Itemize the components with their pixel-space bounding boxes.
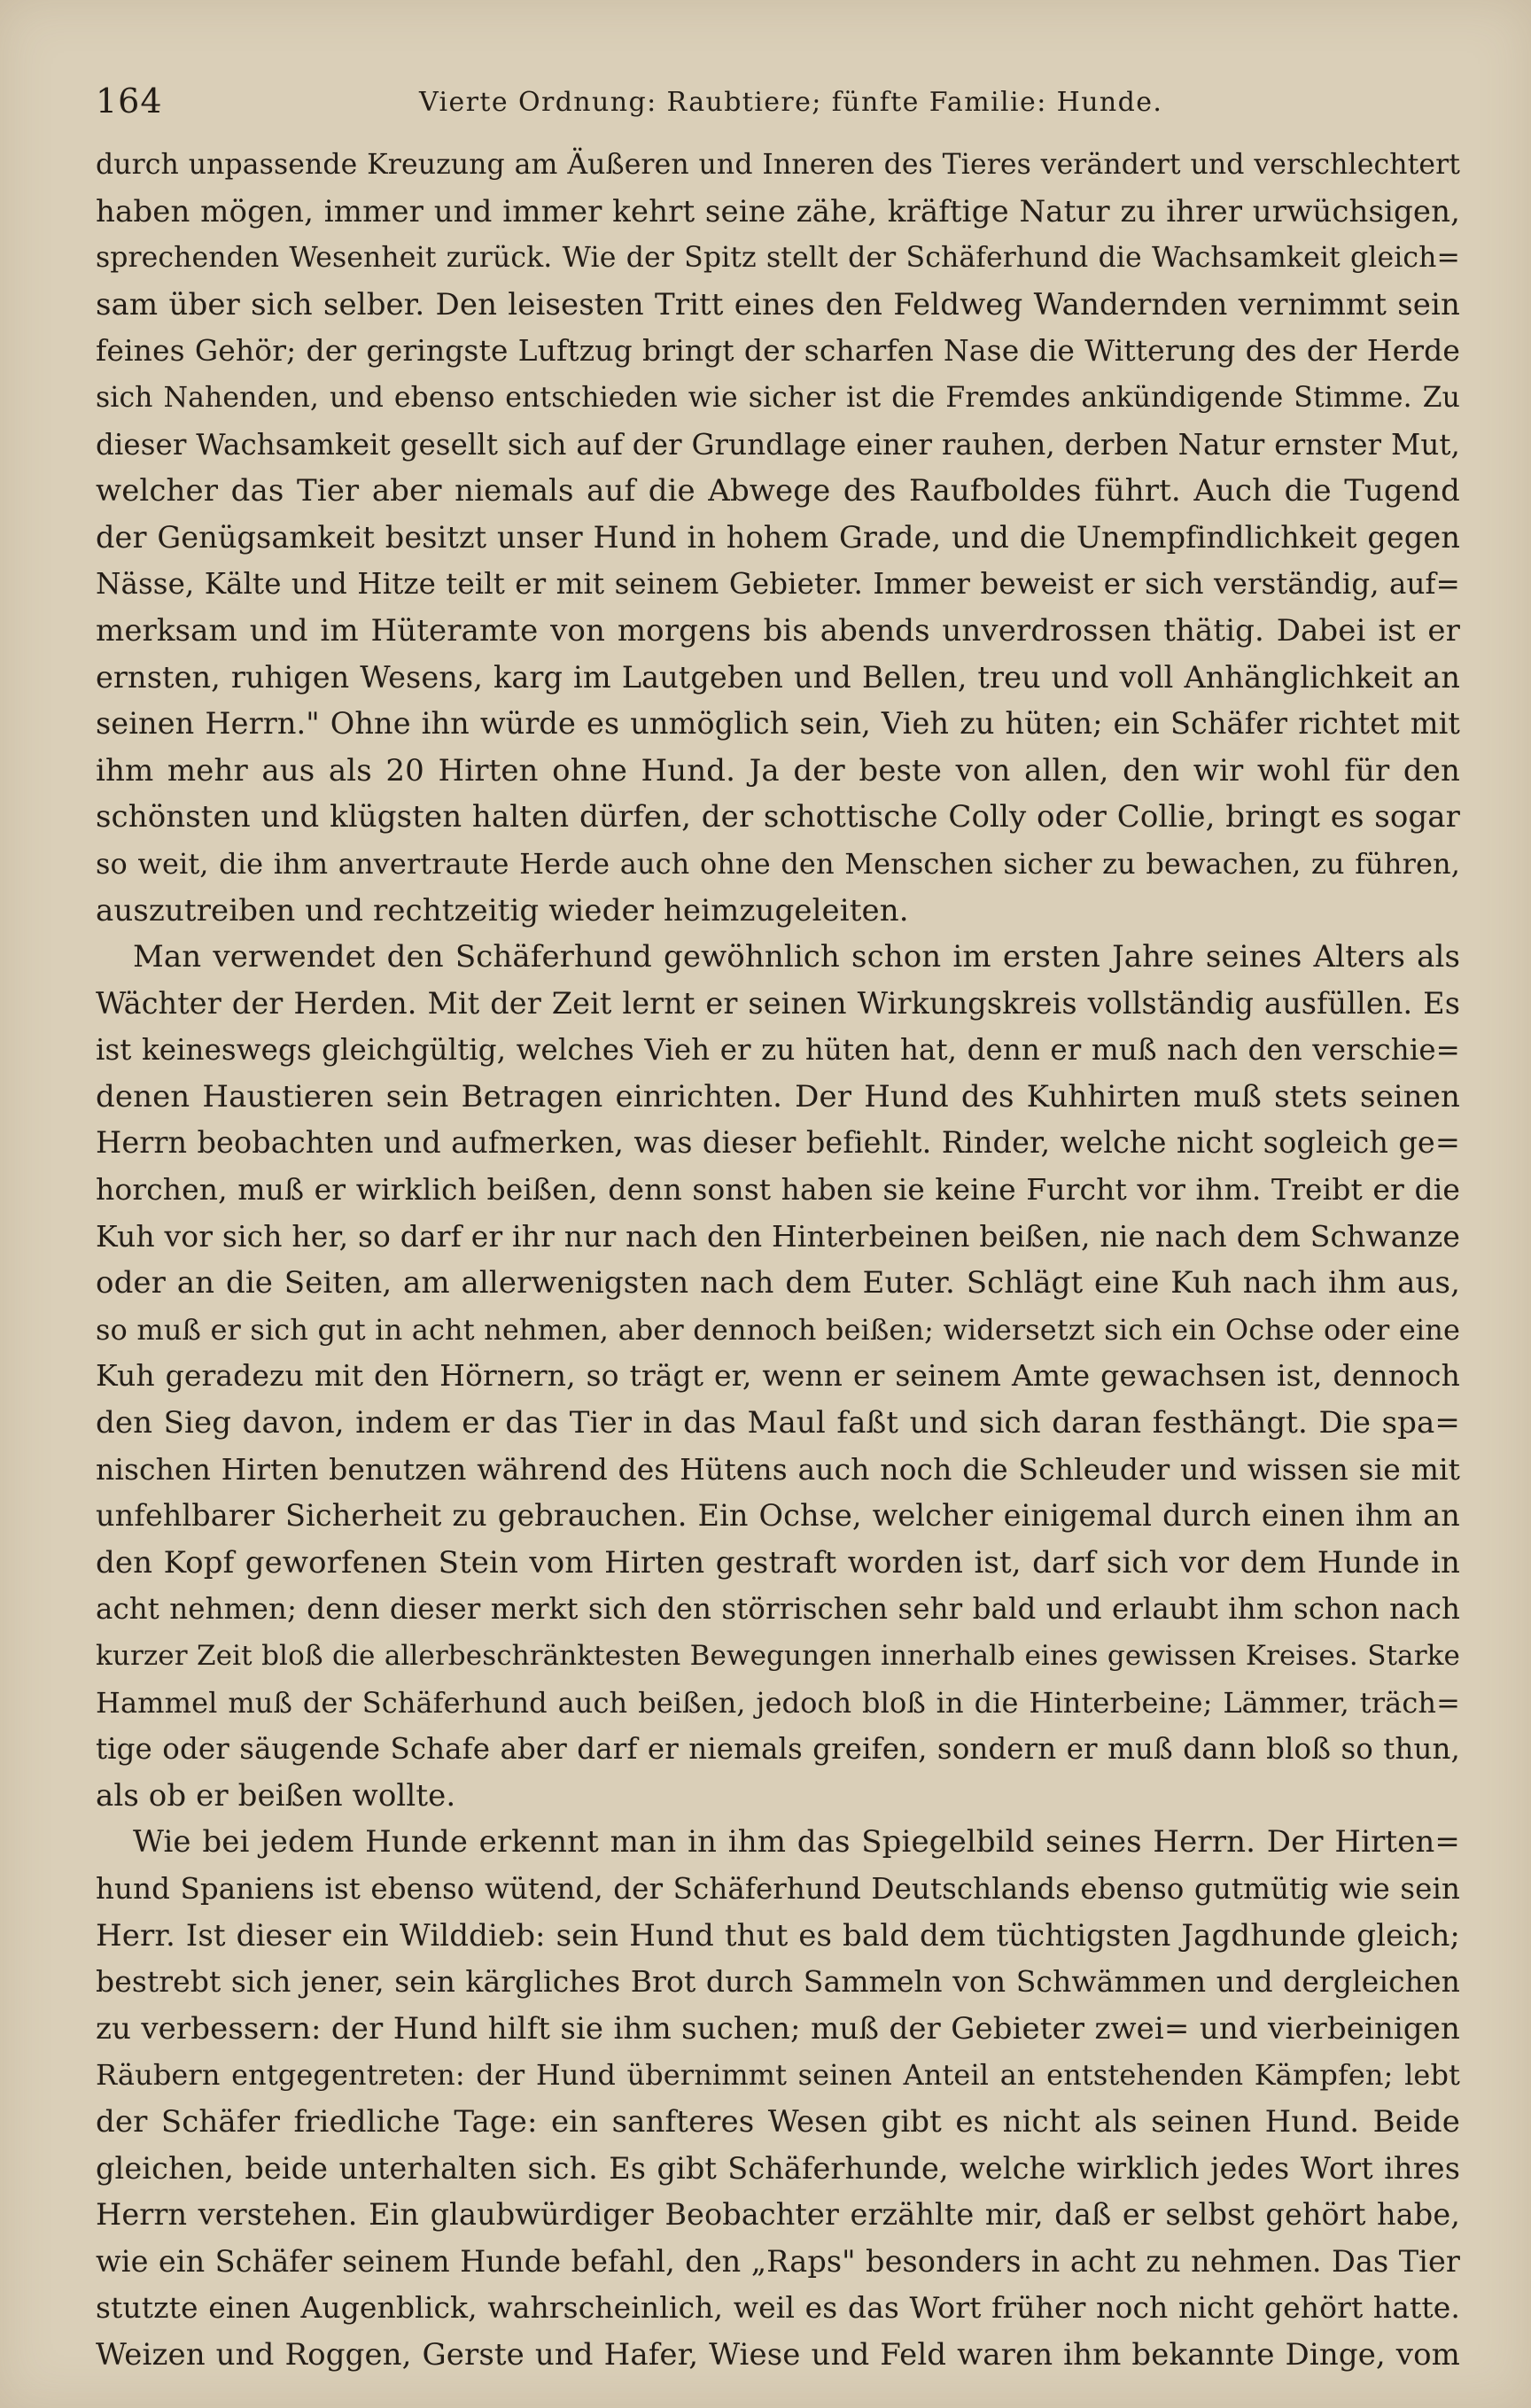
text-line: Räubern entgegentreten: der Hund übernimmt seinen Anteil an entstehenden Kämpfen; lebt bbox=[96, 2058, 1460, 2093]
text-line: Nässe, Kälte und Hitze teilt er mit seinem Gebieter. Immer beweist er sich verständig, auf= bbox=[96, 567, 1460, 602]
text-line: sich Nahenden, und ebenso entschieden wie sicher ist die Fremdes ankündigende Stimme. Zu bbox=[96, 381, 1460, 414]
text-line: ihm mehr aus als 20 Hirten ohne Hund. Ja der beste von allen, den wir wohl für den bbox=[96, 752, 1460, 788]
text-line: nischen Hirten benutzen während des Hütens auch noch die Schleuder und wissen sie mit bbox=[96, 1451, 1460, 1487]
text-line: sam über sich selber. Den leisesten Tritt eines den Feldweg Wandernden vernimmt sein bbox=[96, 286, 1460, 322]
text-line: der Genügsamkeit besitzt unser Hund in hohem Grade, und die Unempfindlichkeit gegen bbox=[96, 519, 1460, 555]
paragraph-2 bbox=[96, 934, 1460, 1819]
text-line: haben mögen, immer und immer kehrt seine zähe, kräftige Natur zu ihrer urwüchsigen, bbox=[96, 193, 1460, 229]
text-line: zu verbessern: der Hund hilft sie ihm suchen; muß der Gebieter zwei= und vierbeinigen bbox=[96, 2010, 1460, 2047]
text-line: ist keineswegs gleichgültig, welches Vieh er zu hüten hat, denn er muß nach den verschie= bbox=[96, 1033, 1460, 1068]
text-line: Kuh vor sich her, so darf er ihr nur nach den Hinterbeinen beißen, nie nach dem Schwanze bbox=[96, 1218, 1460, 1254]
text-line: Wie bei jedem Hunde erkennt man in ihm das Spiegelbild seines Herrn. Der Hirten= bbox=[133, 1824, 1460, 1860]
page-number: 164 bbox=[96, 82, 163, 120]
text-line: kurzer Zeit bloß die allerbeschränktesten Bewegungen innerhalb eines gewissen Kreises. Starke bbox=[96, 1640, 1460, 1672]
text-line: horchen, muß er wirklich beißen, denn sonst haben sie keine Furcht vor ihm. Treibt er die bbox=[96, 1172, 1460, 1208]
text-line: der Schäfer friedliche Tage: ein sanfteres Wesen gibt es nicht als seinen Hund. Beide bbox=[96, 2103, 1460, 2140]
text-line: dieser Wachsamkeit gesellt sich auf der Grundlage einer rauhen, derben Natur ernster Mut, bbox=[96, 427, 1460, 462]
text-line: so weit, die ihm anvertraute Herde auch ohne den Menschen sicher zu bewachen, zu führen, bbox=[96, 846, 1460, 881]
text-line: Weizen und Roggen, Gerste und Hafer, Wiese und Feld waren ihm bekannte Dinge, vom bbox=[96, 2336, 1460, 2373]
text-line: tige oder säugende Schafe aber darf er niemals greifen, sondern er muß dann bloß so thun, bbox=[96, 1732, 1460, 1767]
text-line: durch unpassende Kreuzung am Äußeren und Inneren des Tieres verändert und verschlechtert bbox=[96, 149, 1460, 181]
text-line: Wächter der Herden. Mit der Zeit lernt er seinen Wirkungskreis vollständig ausfüllen. Es bbox=[96, 985, 1460, 1021]
text-line: schönsten und klügsten halten dürfen, der schottische Colly oder Collie, bringt es sogar bbox=[96, 799, 1460, 835]
text-line: sprechenden Wesenheit zurück. Wie der Spitz stellt der Schäferhund die Wachsamkeit gleich= bbox=[96, 242, 1460, 275]
text-line: oder an die Seiten, am allerwenigsten nach dem Euter. Schlägt eine Kuh nach ihm aus, bbox=[96, 1265, 1460, 1301]
text-line: gleichen, beide unterhalten sich. Es gibt Schäferhunde, welche wirklich jedes Wort ihres bbox=[96, 2150, 1460, 2186]
paragraph-1 bbox=[96, 142, 1460, 934]
text-line: hund Spaniens ist ebenso wütend, der Schäferhund Deutschlands ebenso gutmütig wie sein bbox=[96, 1871, 1460, 1906]
text-line: den Sieg davon, indem er das Tier in das Maul faßt und sich daran festhängt. Die spa= bbox=[96, 1405, 1460, 1441]
text-line: Hammel muß der Schäferhund auch beißen, jedoch bloß in die Hinterbeine; Lämmer, träch= bbox=[96, 1685, 1460, 1720]
text-line: Herrn beobachten und aufmerken, was dieser befiehlt. Rinder, welche nicht sogleich ge= bbox=[96, 1125, 1460, 1161]
text-line: merksam und im Hüteramte von morgens bis abends unverdrossen thätig. Dabei ist er bbox=[96, 612, 1460, 649]
text-line: bestrebt sich jener, sein kärgliches Brot durch Sammeln von Schwämmen und dergleichen bbox=[96, 1964, 1460, 2000]
text-line: den Kopf geworfenen Stein vom Hirten gestraft worden ist, darf sich vor dem Hunde in bbox=[96, 1544, 1460, 1581]
text-line: Man verwendet den Schäferhund gewöhnlich schon im ersten Jahre seines Alters als bbox=[133, 939, 1460, 975]
text-line: Kuh geradezu mit den Hörnern, so trägt er, wenn er seinem Amte gewachsen ist, dennoch bbox=[96, 1358, 1460, 1394]
paragraph-3 bbox=[96, 1819, 1460, 2378]
page-header bbox=[96, 82, 1478, 135]
text-line: unfehlbarer Sicherheit zu gebrauchen. Ein Ochse, welcher einigemal durch einen ihm an bbox=[96, 1498, 1460, 1534]
text-line: Herrn verstehen. Ein glaubwürdiger Beobachter erzählte mir, daß er selbst gehört habe, bbox=[96, 2197, 1460, 2233]
text-line: wie ein Schäfer seinem Hunde befahl, den „Raps" besonders in acht zu nehmen. Das Tier bbox=[96, 2243, 1460, 2279]
text-line: seinen Herrn." Ohne ihn würde es unmöglich sein, Vieh zu hüten; ein Schäfer richtet mit bbox=[96, 706, 1460, 742]
text-line: welcher das Tier aber niemals auf die Abwege des Raufboldes führt. Auch die Tugend bbox=[96, 473, 1460, 509]
text-line: denen Haustieren sein Betragen einrichten. Der Hund des Kuhhirten muß stets seinen bbox=[96, 1078, 1460, 1115]
body-text bbox=[96, 142, 1460, 2379]
text-line: so muß er sich gut in acht nehmen, aber dennoch beißen; widersetzt sich ein Ochse oder eine bbox=[96, 1312, 1460, 1347]
text-line: als ob er beißen wollte. bbox=[96, 1777, 456, 1814]
text-line: stutzte einen Augenblick, wahrscheinlich, weil es das Wort früher noch nicht gehört hatte. bbox=[96, 2290, 1460, 2326]
text-line: acht nehmen; denn dieser merkt sich den störrischen sehr bald und erlaubt ihm schon nach bbox=[96, 1592, 1460, 1627]
text-line: feines Gehör; der geringste Luftzug bringt der scharfen Nase die Witterung des der Herde bbox=[96, 333, 1460, 369]
running-title: Vierte Ordnung: Raubtiere; fünfte Familie: Hunde. bbox=[419, 87, 1163, 118]
text-line: ernsten, ruhigen Wesens, karg im Lautgeben und Bellen, treu und voll Anhänglichkeit an bbox=[96, 659, 1460, 695]
text-line: Herr. Ist dieser ein Wilddieb: sein Hund thut es bald dem tüchtigsten Jagdhunde gleich; bbox=[96, 1917, 1460, 1954]
text-line: auszutreiben und rechtzeitig wieder heimzugeleiten. bbox=[96, 892, 909, 928]
